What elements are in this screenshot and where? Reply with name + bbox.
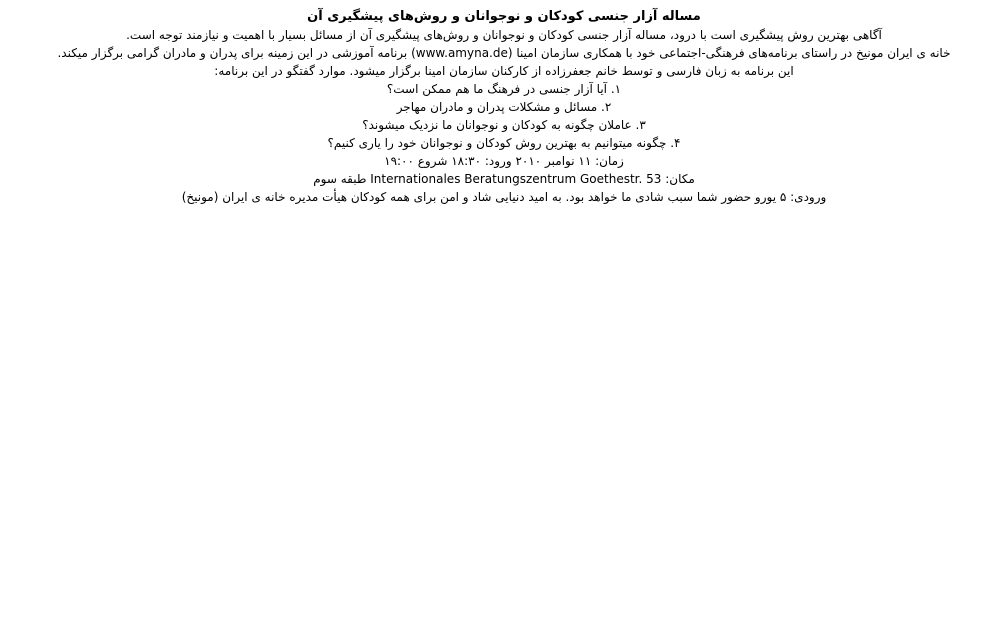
topic-item-1: ۱. آیا آزار جنسی در فرهنگ ما هم ممکن است؟ — [386, 82, 622, 96]
place-label: مکان: — [665, 172, 695, 186]
intro-paragraph: آگاهی بهترین روش پیشگیری است با درود، مساله آزار جنسی کودکان و نوجوانان و روش‌های پیشگیری آن از مسائل بسیار با اهمیت و نیازمند توجه است. — [126, 28, 882, 42]
program-intro: این برنامه به زبان فارسی و توسط خانم جعفرزاده از کارکنان سازمان امینا برگزار میشود. موارد گفتگو در این برنامه: — [214, 64, 794, 78]
topic-item-3: ۳. عاملان چگونه به کودکان و نوجوانان ما نزدیک میشوند؟ — [362, 118, 646, 132]
organizer-paragraph — [0, 44, 1008, 62]
topic-item-2: ۲. مسائل و مشکلات پدران و مادران مهاجر — [396, 100, 612, 114]
document-body — [0, 8, 1008, 206]
organizer-website: (www.amyna.de) — [411, 46, 513, 60]
organizer-text-start: خانه ی ایران مونیخ در راستای برنامه‌های فرهنگی-اجتماعی خود با همکاری سازمان امینا — [516, 46, 951, 60]
topic-item-4: ۴. چگونه میتوانیم به بهترین روش کودکان و نوجوانان خود را یاری کنیم؟ — [327, 136, 681, 150]
page-title: مساله آزار جنسی کودکان و نوجوانان و روش‌های پیشگیری آن — [307, 9, 701, 24]
entry-info: ورودی: ۵ یورو حضور شما سبب شادی ما خواهد بود. به امید دنیایی شاد و امن برای همه کودکان هیأت مدیره خانه ی ایران (مونیخ) — [181, 190, 827, 204]
place-floor: طبقه سوم — [313, 172, 367, 186]
place-address: Internationales Beratungszentrum Goethestr. 53 — [370, 172, 662, 186]
event-place — [0, 170, 1008, 188]
organizer-text-end: برنامه آموزشی در این زمینه برای پدران و مادران گرامی برگزار میکند. — [57, 46, 408, 60]
event-time: زمان: ۱۱ نوامبر ۲۰۱۰ ورود: ۱۸:۳۰ شروع ۱۹:۰۰ — [384, 154, 624, 168]
